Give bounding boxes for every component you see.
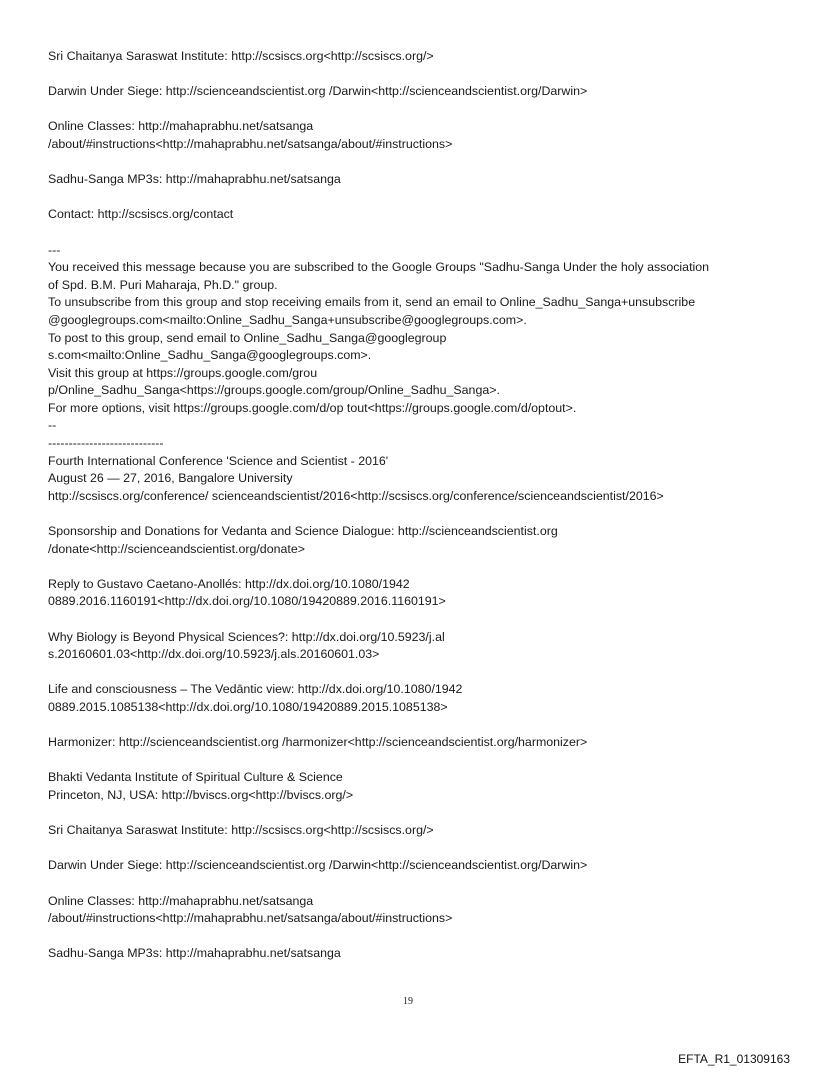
text-paragraph [48, 893, 788, 928]
text-line: Online Classes: http://mahaprabhu.net/satsanga [48, 893, 314, 908]
text-line: Sponsorship and Donations for Vedanta and Science Dialogue: http://scienceandscientist.org [48, 524, 558, 539]
text-line: Sri Chaitanya Saraswat Institute: http://scsiscs.org<http://scsiscs.org/> [48, 823, 434, 838]
text-line: Sadhu-Sanga MP3s: http://mahaprabhu.net/satsanga [48, 172, 341, 187]
page-number: 19 [403, 996, 413, 1007]
text-paragraph [48, 734, 788, 752]
text-line: Fourth International Conference 'Science and Scientist - 2016' [48, 453, 389, 468]
text-line: http://scsiscs.org/conference/ scienceandscientist/2016<http://scsiscs.org/conference/scienceandscientist/2016> [48, 488, 664, 503]
text-line: Bhakti Vedanta Institute of Spiritual Culture & Science [48, 770, 343, 785]
text-line: of Spd. B.M. Puri Maharaja, Ph.D." group. [48, 277, 278, 292]
text-paragraph [48, 576, 788, 611]
text-line: /about/#instructions<http://mahaprabhu.net/satsanga/about/#instructions> [48, 136, 453, 151]
text-line: s.20160601.03<http://dx.doi.org/10.5923/j.als.20160601.03> [48, 647, 380, 662]
text-line: Harmonizer: http://scienceandscientist.org /harmonizer<http://scienceandscientist.org/harmonizer> [48, 735, 588, 750]
text-line: Reply to Gustavo Caetano-Anollés: http://dx.doi.org/10.1080/1942 [48, 576, 410, 591]
text-line: Sadhu-Sanga MP3s: http://mahaprabhu.net/satsanga [48, 946, 341, 961]
text-paragraph [48, 822, 788, 840]
text-paragraph [48, 48, 788, 66]
text-line: ---------------------------- [48, 436, 164, 451]
text-line: Princeton, NJ, USA: http://bviscs.org<http://bviscs.org/> [48, 787, 354, 802]
email-body [48, 48, 788, 963]
text-paragraph [48, 83, 788, 101]
text-line: Life and consciousness – The Vedāntic view: http://dx.doi.org/10.1080/1942 [48, 682, 463, 697]
text-line: Why Biology is Beyond Physical Sciences?: http://dx.doi.org/10.5923/j.al [48, 629, 445, 644]
text-line: August 26 — 27, 2016, Bangalore University [48, 471, 293, 486]
text-line: To post to this group, send email to Online_Sadhu_Sanga@googlegroup [48, 330, 447, 345]
text-line: Contact: http://scsiscs.org/contact [48, 207, 234, 222]
text-line: -- [48, 418, 57, 433]
text-paragraph [48, 681, 788, 716]
text-line: To unsubscribe from this group and stop receiving emails from it, send an email to Online_Sadhu_Sanga+unsubscribe [48, 295, 696, 310]
text-line: Sri Chaitanya Saraswat Institute: http://scsiscs.org<http://scsiscs.org/> [48, 49, 434, 63]
text-paragraph [48, 118, 788, 153]
text-line: Visit this group at https://groups.google.com/grou [48, 365, 318, 380]
text-line: s.com<mailto:Online_Sadhu_Sanga@googlegroups.com>. [48, 348, 372, 363]
text-paragraph [48, 769, 788, 804]
text-line: /donate<http://scienceandscientist.org/donate> [48, 541, 305, 556]
text-paragraph [48, 629, 788, 664]
text-line: 0889.2016.1160191<http://dx.doi.org/10.1080/19420889.2016.1160191> [48, 594, 446, 609]
text-line: For more options, visit https://groups.google.com/d/op tout<https://groups.google.com/d/optout>. [48, 400, 577, 415]
text-paragraph [48, 242, 788, 506]
text-line: 0889.2015.1085138<http://dx.doi.org/10.1080/19420889.2015.1085138> [48, 699, 448, 714]
text-line: p/Online_Sadhu_Sanga<https://groups.google.com/group/Online_Sadhu_Sanga>. [48, 383, 500, 398]
text-line: --- [48, 242, 61, 257]
text-line: @googlegroups.com<mailto:Online_Sadhu_Sanga+unsubscribe@googlegroups.com>. [48, 312, 527, 327]
document-id: EFTA_R1_01309163 [678, 1052, 790, 1066]
text-paragraph [48, 206, 788, 224]
text-line: /about/#instructions<http://mahaprabhu.net/satsanga/about/#instructions> [48, 911, 453, 926]
text-line: Darwin Under Siege: http://scienceandscientist.org /Darwin<http://scienceandscientist.org/Darwin> [48, 84, 588, 99]
text-line: You received this message because you are subscribed to the Google Groups "Sadhu-Sanga Under the holy association [48, 260, 710, 275]
text-paragraph [48, 171, 788, 189]
text-paragraph [48, 945, 788, 963]
text-paragraph [48, 857, 788, 875]
text-line: Online Classes: http://mahaprabhu.net/satsanga [48, 119, 314, 134]
text-paragraph [48, 523, 788, 558]
text-line: Darwin Under Siege: http://scienceandscientist.org /Darwin<http://scienceandscientist.org/Darwin> [48, 858, 588, 873]
